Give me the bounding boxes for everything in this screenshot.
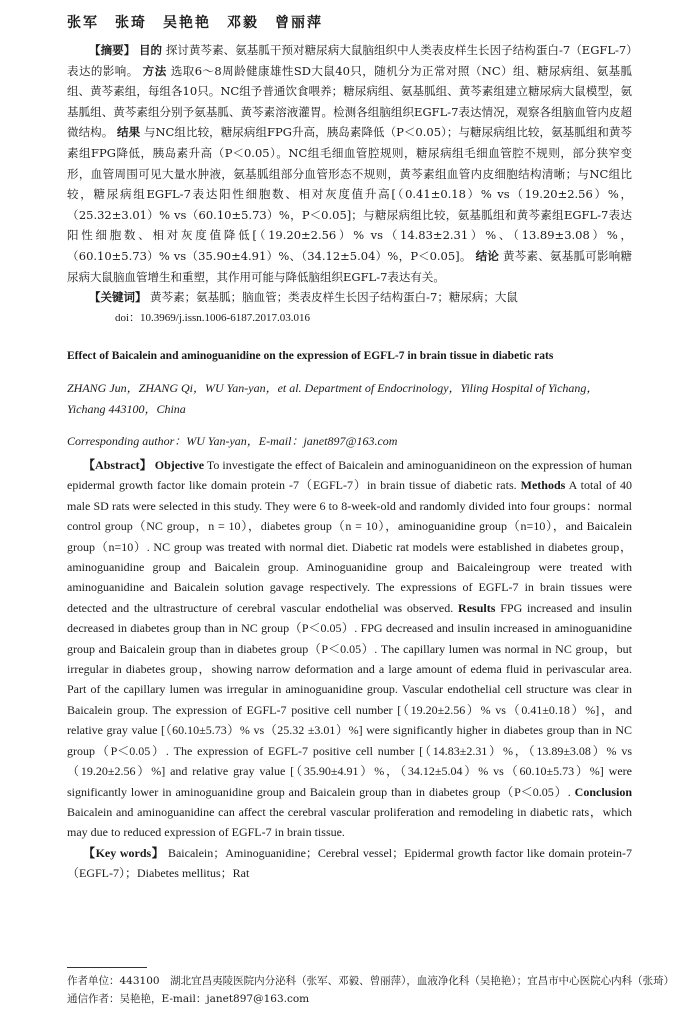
keywords-en-label: 【Key words】 — [83, 845, 165, 860]
methods-cn-text: 选取6～8周龄健康雄性SD大鼠40只，随机分为正常对照（NC）组、糖尿病组、氨基胍组、黄芩素组，每组各10只。NC组予普通饮食喂养；糖尿病组、氨基胍组、黄芩素组建立糖尿病大鼠模型，氨基胍组、黄芩素组分别予氨基胍、黄芩素溶液灌胃。检测各组脑组织EGFL-7表达情况，观察各组脑血管内皮超微结构。 — [67, 63, 633, 140]
conclusion-cn-label: 结论 — [475, 248, 500, 263]
abstract-cn — [67, 40, 632, 328]
results-cn-label: 结果 — [117, 125, 141, 140]
abstract-en — [67, 455, 632, 884]
abstract-cn-label: 【摘要】 — [89, 43, 136, 57]
keywords-en-text: Baicalein；Aminoguanidine；Cerebral vessel；Epidermal growth factor like domain protein-7（EGFL-7）；Diabetes mellitus；Rat — [67, 845, 633, 881]
footnote-contact: 通信作者：吴艳艳，E-mail：janet897@163.com — [67, 993, 310, 1005]
results-cn-text: 与NC组比较，糖尿病组FPG升高，胰岛素降低（P＜0.05）；与糖尿病组比较，氨基胍组和黄芩素组FPG降低，胰岛素升高（P＜0.05）。NC组毛细血管腔规则，糖尿病组毛细血管腔不规则，部分狭窄变形，血管周围可见大量水肿液，氨基胍组部分血管形态不规则，黄芩素组血管内皮细胞结构清晰；与NC组比较，糖尿病组EGFL-7表达阳性细胞数、相对灰度值升高[（0.41±0.18）% vs（19.20±2.56）%，（25.32±3.01）% vs（60.10±5.73）%，P＜0.05]；与糖尿病组比较，氨基胍组和黄芩素组EGFL-7表达阳性细胞数、相对灰度值降低[（19.20±2.56）% vs（14.83±2.31）%、（13.89±3.08）%，（60.10±5.73）% vs（35.90±4.91）%、（34.12±5.04）%，P＜0.05]。 — [67, 125, 633, 263]
footnote-rule — [67, 967, 147, 968]
doi: doi：10.3969/j.issn.1006-6187.2017.03.016 — [115, 311, 310, 324]
objective-cn-label: 目的 — [138, 43, 163, 57]
conclusion-cn-text: 黄芩素、氨基胍可影响糖尿病大鼠脑血管增生和重塑，其作用可能与降低脑组织EGFL-7表达有关。 — [67, 248, 633, 284]
objective-en-text: To investigate the effect of Baicalein and aminoguanidineon on the expression of human epidermal growth factor like domain protein -7（EGFL-7）in brain tissue of diabetic rats. — [67, 458, 632, 493]
authors-cn: 张军 张琦 吴艳艳 邓毅 曾丽萍 — [67, 15, 323, 31]
methods-en-label: Methods — [520, 478, 566, 493]
conclusion-en-text: Baicalein and aminoguanidine can affect the cerebral vascular proliferation and remodeling in diabetic rats，which may due to reduced expression of EGFL-7 in brain tissue. — [67, 804, 632, 840]
corresponding-author: Corresponding author：WU Yan-yan，E-mail：janet897@163.com — [67, 434, 398, 448]
abstract-en-body — [67, 455, 632, 843]
abstract-en-label: 【Abstract】 — [83, 458, 152, 472]
keywords-cn-label: 【关键词】 — [89, 290, 147, 305]
footnote — [67, 972, 674, 1008]
abstract-cn-body — [67, 40, 632, 287]
english-authors: ZHANG Jun，ZHANG Qi，WU Yan-yan，et al. Department of Endocrinology，Yiling Hospital of Yichang，Yichang 443100，China — [67, 381, 599, 416]
english-title: Effect of Baicalein and aminoguanidine on the expression of EGFL-7 in brain tissue in diabetic rats — [67, 350, 554, 362]
results-en-label: Results — [458, 600, 496, 615]
methods-en-text: A total of 40 male SD rats were selected in this study. They were 6 to 8-week-old and randomly divided into four groups：normal control group（NC group，n = 10），diabetes group（n = 10），aminoguanidine group（n=10），and Baicalein group（n=10）. NC group was treated with normal diet. Diabetic rat models were established in diabetes group，aminoguanidine group and Baicalein group. Aminoguanidine group and Baicaleingroup were treated with aminoguanidine and Baicalein solution gavage respectively. The expressions of EGFL-7 in brain tissues were detected and the ultrastructure of cerebral vascular endothelial was observed. — [67, 478, 632, 615]
footnote-affiliation: 作者单位：443100 湖北宜昌夷陵医院内分泌科（张军、邓毅、曾丽萍），血液净化科（吴艳艳）；宜昌市中心医院心内科（张琦） — [67, 975, 675, 987]
conclusion-en-label: Conclusion — [574, 784, 633, 799]
objective-en-label: Objective — [154, 458, 205, 472]
results-en-text: FPG increased and insulin decreased in diabetes group than in NC group（P＜0.05）. FPG decreased and insulin increased in aminoguanidine group and Baicalein group than in diabetes group（P＜0.05）. The capillary lumen was normal in NC group，but irregular in diabetes group，showing narrow deformation and a large amount of edema fluid in perivascular area. Part of the capillary lumen was irregular in aminoguanidine group. Vascular endothelial cell structure was clear in Baicalein group. The expression of EGFL-7 positive cell number [（19.20±2.56）% vs（0.41±0.18）%]，and relative gray value [（60.10±5.73）% vs（25.32 ±3.01）%] were significantly higher in diabetes group than in NC group（P＜0.05）. The expression of EGFL-7 positive cell number [（14.83±2.31）%，（13.89±3.08）% vs（19.20±2.56）%] and relative gray value [（35.90±4.91）%，（34.12±5.04）% vs（60.10±5.73）%] were significantly lower in aminoguanidine group and Baicalein group than in diabetes group（P＜0.05）. — [67, 600, 632, 799]
keywords-cn — [67, 287, 632, 308]
objective-cn-text: 探讨黄芩素、氨基胍干预对糖尿病大鼠脑组织中人类表皮样生长因子结构蛋白-7（EGFL-7）表达的影响。 — [67, 43, 633, 78]
keywords-cn-text: 黄芩素；氨基胍；脑血管；类表皮样生长因子结构蛋白-7；糖尿病；大鼠 — [150, 290, 518, 305]
keywords-en — [67, 843, 632, 884]
methods-cn-label: 方法 — [142, 63, 167, 78]
